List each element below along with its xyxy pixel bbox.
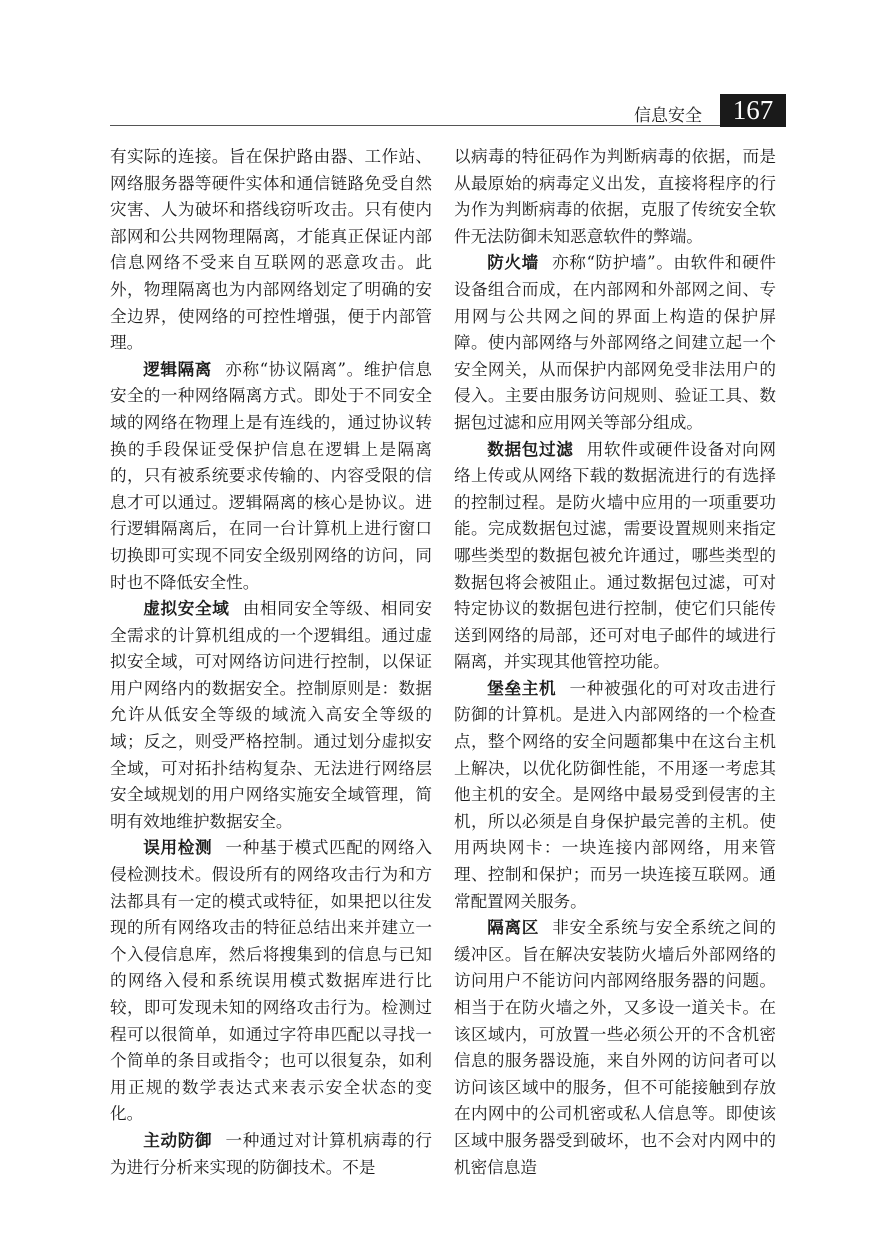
running-header-section: 信息安全 (634, 106, 702, 126)
entry-term: 堡垒主机 (487, 678, 557, 698)
entry-term: 隔离区 (487, 918, 539, 938)
entry-packet-filtering (454, 437, 776, 676)
page-number: 167 (720, 94, 786, 127)
entry-text: 由相同安全等级、相同安全需求的计算机组成的一个逻辑组。通过虚拟安全域，可对网络访问进行控制，以保证用户网络内的数据安全。控制原则是：数据允许从低安全等级的域流入高安全等级的域；反之，则受严格控制。通过划分虚拟安全域，可对拓扑结构复杂、无法进行网络层安全域规划的用户网络实施安全域管理，简明有效地维护数据安全。 (110, 599, 433, 831)
entry-term: 逻辑隔离 (143, 359, 212, 379)
entry-term: 数据包过滤 (487, 439, 574, 459)
entry-text: 一种基于模式匹配的网络入侵检测技术。假设所有的网络攻击行为和方法都具有一定的模式或特征，如果把以往发现的所有网络攻击的特征总结出来并建立一个入侵信息库，然后将搜集到的信息与已知的网络入侵和系统误用模式数据库进行比较，即可发现未知的网络攻击行为。检测过程可以很简单，如通过字符串匹配以寻找一个简单的条目或指令；也可以很复杂，如利用正规的数学表达式来表示安全状态的变化。 (110, 838, 433, 1124)
continued-paragraph: 有实际的连接。旨在保护路由器、工作站、网络服务器等硬件实体和通信链路免受自然灾害、人为破坏和搭线窃听攻击。只有使内部网和公共网物理隔离，才能真正保证内部信息网络不受来自互联网的恶意攻击。此外，物理隔离也为内部网络划定了明确的安全边界，使网络的可控性增强，便于内部管理。 (110, 147, 432, 353)
right-column (454, 144, 776, 1181)
entry-text: 非安全系统与安全系统之间的缓冲区。旨在解决安装防火墙后外部网络的访问用户不能访问内部网络服务器的问题。相当于在防火墙之外，又多设一道关卡。在该区域内，可放置一些必须公开的不含机密信息的服务器设施，来自外网的访问者可以访问该区域中的服务，但不可能接触到存放在内网中的公司机密或私人信息等。即使该区域中服务器受到破坏，也不会对内网中的机密信息造 (454, 918, 777, 1177)
entry-term: 主动防御 (143, 1130, 213, 1150)
header-rule (110, 125, 722, 126)
left-column (110, 144, 432, 1181)
entry-bastion-host (454, 676, 776, 915)
entry-active-defense (110, 1128, 432, 1181)
entry-misuse-detection (110, 835, 432, 1128)
entry-text: 亦称“防护墙”。由软件和硬件设备组合而成，在内部网和外部网之间、专用网与公共网之间的界面上构造的保护屏障。使内部网络与外部网络之间建立起一个安全网关，从而保护内部网免受非法用户的侵入。主要由服务访问规则、验证工具、数据包过滤和应用网关等部分组成。 (454, 253, 777, 432)
entry-term: 虚拟安全域 (143, 599, 230, 619)
entry-text: 一种通过对计算机病毒的行为进行分析来实现的防御技术。不是 (110, 1130, 433, 1177)
entry-term: 误用检测 (143, 838, 213, 858)
entry-virtual-security-domain (110, 596, 432, 835)
entry-dmz (454, 915, 776, 1181)
entry-term: 防火墙 (487, 253, 539, 273)
entry-text: 用软件或硬件设备对向网络上传或从网络下载的数据流进行的有选择的控制过程。是防火墙中应用的一项重要功能。完成数据包过滤，需要设置规则来指定哪些类型的数据包被允许通过，哪些类型的数据包将会被阻止。通过数据包过滤，可对特定协议的数据包进行控制，使它们只能传送到网络的局部，还可对电子邮件的域进行隔离，并实现其他管控功能。 (454, 439, 777, 672)
entry-text: 亦称“协议隔离”。维护信息安全的一种网络隔离方式。即处于不同安全域的网络在物理上是有连线的，通过协议转换的手段保证受保护信息在逻辑上是隔离的，只有被系统要求传输的、内容受限的信息才可以通过。逻辑隔离的核心是协议。进行逻辑隔离后，在同一台计算机上进行窗口切换即可实现不同安全级别网络的访问，同时也不降低安全性。 (110, 359, 433, 592)
entry-logical-isolation (110, 357, 432, 596)
entry-text: 一种被强化的可对攻击进行防御的计算机。是进入内部网络的一个检查点，整个网络的安全问题都集中在这台主机上解决，以优化防御性能，不用逐一考虑其他主机的安全。是网络中最易受到侵害的主机，所以必须是自身保护最完善的主机。使用两块网卡：一块连接内部网络，用来管理、控制和保护；而另一块连接互联网。通常配置网关服务。 (454, 678, 777, 911)
continued-paragraph: 以病毒的特征码作为判断病毒的依据，而是从最原始的病毒定义出发，直接将程序的行为作为判断病毒的依据，克服了传统安全软件无法防御未知恶意软件的弊端。 (454, 147, 776, 246)
entry-firewall (454, 250, 776, 436)
